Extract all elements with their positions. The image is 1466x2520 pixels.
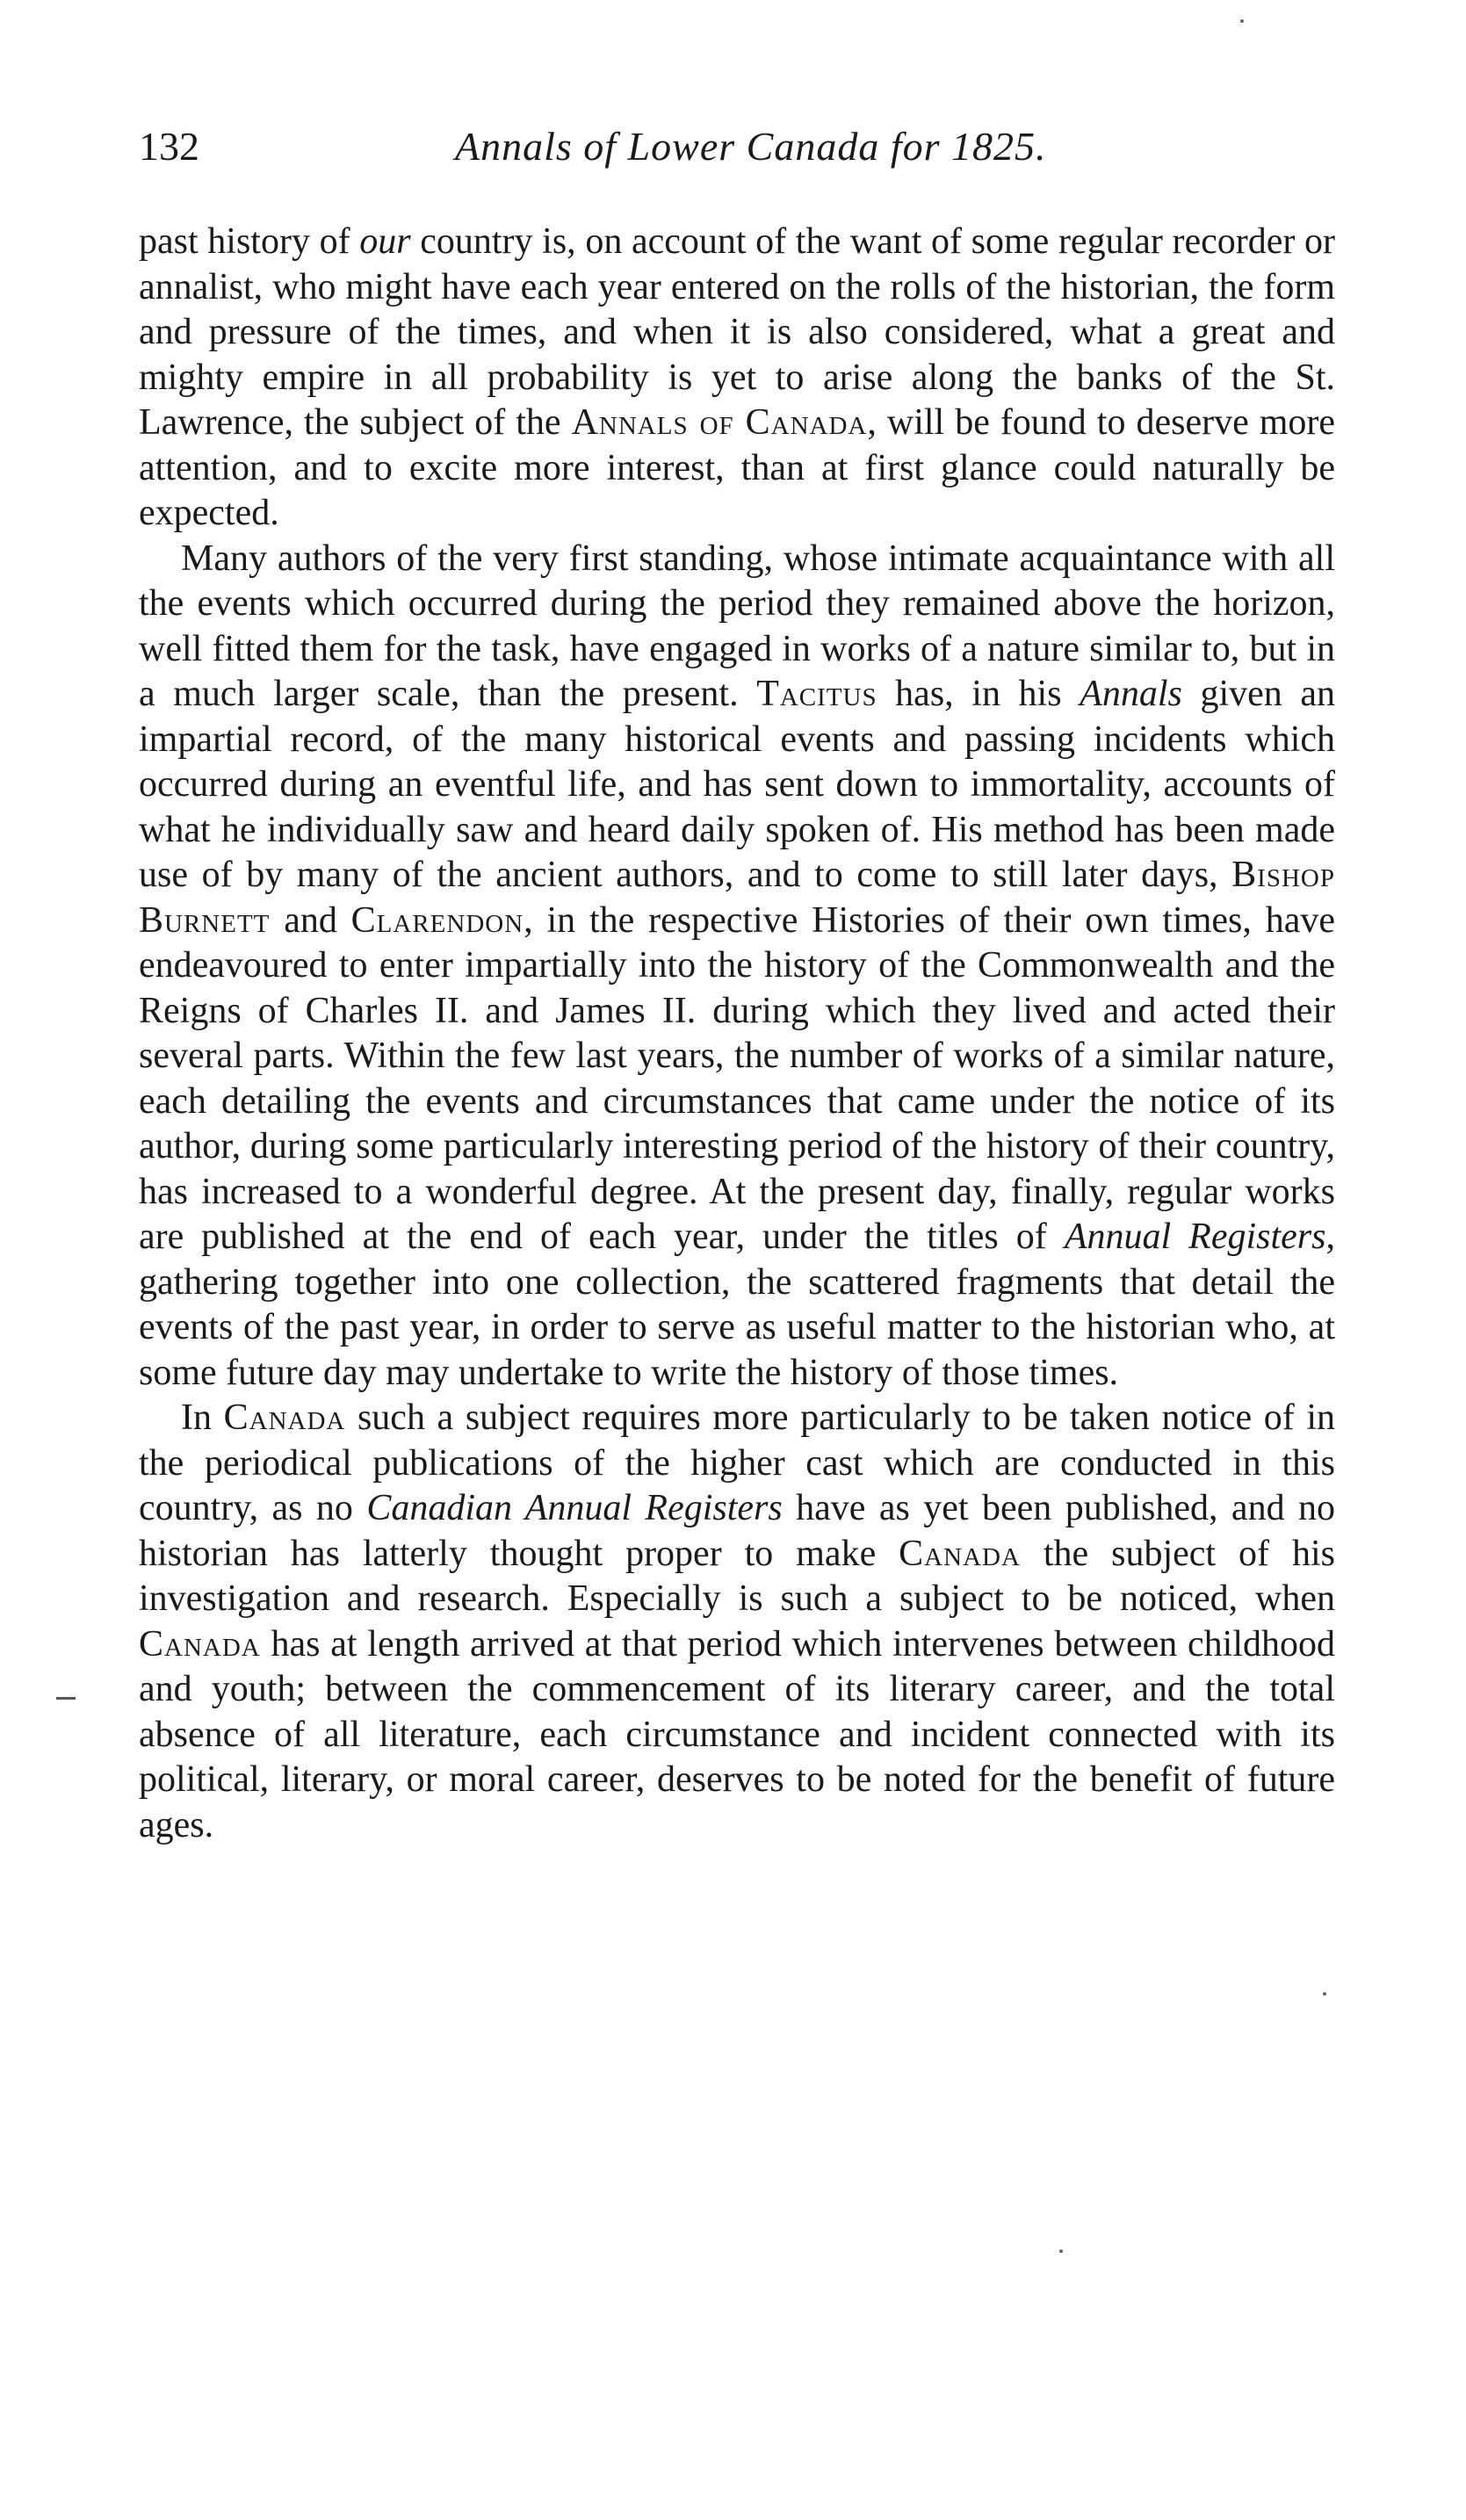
- ink-speck: [1059, 2249, 1063, 2253]
- margin-mark: [56, 1697, 76, 1700]
- italic-text: our: [359, 221, 411, 262]
- small-caps-text: Tacitus: [756, 674, 877, 714]
- small-caps-text: Annals of Canada: [571, 402, 868, 443]
- text-run: , gathering together into one collection, the scattered fragments that detail the events of the past year, in order to serve as useful matter to the historian who, at some future day may undertake to write the history of those times.: [139, 1217, 1335, 1393]
- body-text: [139, 220, 1335, 1848]
- small-caps-text: Canada: [899, 1533, 1021, 1574]
- text-run: have as yet been published, and no historian has latterly thought proper to make: [139, 1488, 1335, 1574]
- text-run: given an impartial record, of the many historical events and passing incidents which occurred during an eventful life, and has sent down to immortality, accounts of what he individually saw and heard daily spoken of. His method has been made use of by many of the ancient authors, and to come to still later days,: [139, 674, 1336, 895]
- ink-speck: [1240, 19, 1244, 23]
- page-number: 132: [139, 124, 199, 169]
- text-run: has at length arrived at that period which intervenes between childhood and youth; between the commencement of its literary career, and the total absence of all literature, each circumstance and incident connected with its political, literary, or moral career, deserves to be noted for the benefit of future ages.: [139, 1623, 1335, 1845]
- text-run: Many authors of the very first standing, whose intimate acquaintance with all the events which occurred during the period they remained above the horizon, well fitted them for the task, have engaged in works of a nature similar to, but in a much larger scale, than the present.: [139, 538, 1335, 714]
- text-run: In: [181, 1397, 224, 1438]
- paragraph-2: [139, 537, 1335, 1397]
- running-title: Annals of Lower Canada for 1825.: [455, 124, 1047, 169]
- italic-text: Canadian Annual Registers: [366, 1488, 783, 1528]
- small-caps-text: Clarendon: [350, 899, 524, 941]
- paragraph-1: [139, 220, 1335, 537]
- text-run: has, in his: [877, 674, 1080, 714]
- ink-speck: [1323, 1992, 1326, 1996]
- text-run: the subject of his investigation and research. Especially is such a subject to be noticed, when: [139, 1533, 1336, 1619]
- italic-text: Annals: [1080, 674, 1182, 714]
- paragraph-3: [139, 1396, 1335, 1848]
- small-caps-text: Canada: [223, 1397, 346, 1438]
- text-run: such a subject requires more particularly to be taken notice of in the periodical publications of the higher cast which are conducted in this country, as no: [139, 1397, 1335, 1528]
- text-run: past history of: [139, 221, 360, 262]
- italic-text: Annual Registers: [1064, 1217, 1326, 1257]
- text-run: , in the respective Histories of their own times, have endeavoured to enter impartially into the history of the Commonwealth and the Reigns of Charles II. and James II. during which they lived and acted their several parts. Within the few last years, the number of works of a similar nature, each detailing the events and circumstances that came under the notice of its author, during some particularly interesting period of the history of their country, has increased to a wonderful degree. At the present day, finally, regular works are published at the end of each year, under the titles of: [139, 899, 1335, 1257]
- text-run: country is, on account of the want of some regular recorder or annalist, who might have each year entered on the rolls of the historian, the form and pressure of the times, and when it is also considered, what a great and mighty empire in all probability is yet to arise along the banks of the St. Lawrence, the subject of the: [139, 221, 1336, 443]
- text-run: and: [270, 899, 351, 941]
- small-caps-text: Bishop Burnett: [139, 855, 1335, 941]
- running-head: [139, 123, 1175, 184]
- small-caps-text: Canada: [139, 1623, 261, 1664]
- text-run: , will be found to deserve more attention, and to excite more interest, than at first glance could naturally be expected.: [139, 402, 1336, 533]
